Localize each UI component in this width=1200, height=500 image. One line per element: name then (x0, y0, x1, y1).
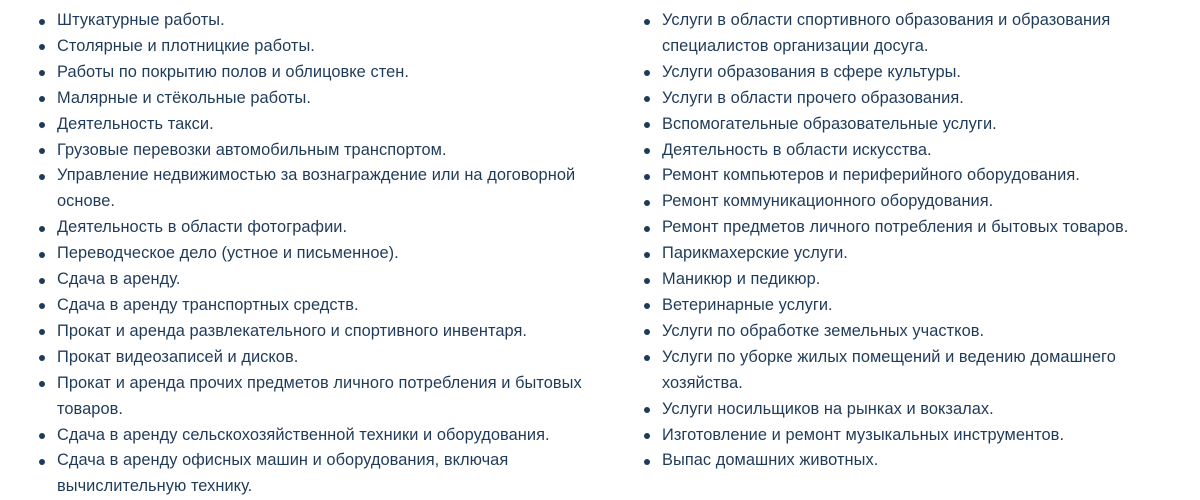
list-item (38, 371, 598, 423)
list-item (38, 448, 598, 500)
list-item-text: Ремонт коммуникационного оборудования. (662, 192, 994, 211)
list-item-text: Прокат и аренда развлекательного и спортивного инвентаря. (57, 321, 528, 340)
list-item (643, 345, 1183, 397)
list-item (643, 293, 1183, 319)
bullet-icon (39, 278, 45, 284)
list-item (643, 215, 1183, 241)
bullet-icon (644, 122, 650, 128)
list-item-text: Прокат и аренда прочих предметов личного потребления и бытовых товаров. (57, 373, 582, 418)
bullet-icon (644, 329, 650, 335)
list-item-text: Прокат видеозаписей и дисков. (57, 347, 299, 366)
list-item-text: Услуги образования в сфере культуры. (662, 62, 962, 81)
list-item (643, 138, 1183, 164)
list-item (643, 189, 1183, 215)
bullet-icon (644, 226, 650, 232)
list-item (643, 448, 1183, 474)
bullet-icon (39, 459, 45, 465)
list-item (38, 112, 598, 138)
list-item (38, 163, 598, 215)
bullet-icon (39, 122, 45, 128)
list-item-text: Вспомогательные образовательные услуги. (662, 114, 997, 133)
bullet-icon (644, 252, 650, 258)
list-item-text: Сдача в аренду. (57, 270, 181, 289)
list-item (38, 138, 598, 164)
list-item-text: Деятельность в области фотографии. (57, 218, 348, 237)
bullet-icon (644, 459, 650, 465)
bullet-icon (39, 148, 45, 154)
list-item-text: Штукатурные работы. (57, 11, 225, 29)
list-item-text: Ремонт предметов личного потребления и бытовых товаров. (662, 218, 1129, 237)
right-bullet-list (643, 8, 1183, 474)
bullet-icon (644, 200, 650, 206)
list-item-text: Сдача в аренду транспортных средств. (57, 295, 359, 314)
list-item-text: Услуги в области прочего образования. (662, 88, 964, 107)
list-item (643, 86, 1183, 112)
list-item (643, 423, 1183, 449)
list-item-text: Деятельность такси. (57, 114, 214, 133)
bullet-icon (644, 278, 650, 284)
list-item-text: Грузовые перевозки автомобильным транспортом. (57, 140, 447, 159)
list-item (38, 267, 598, 293)
list-item-text: Парикмахерские услуги. (662, 244, 848, 263)
list-item (38, 423, 598, 449)
bullet-icon (39, 381, 45, 387)
list-item-text: Услуги по обработке земельных участков. (662, 321, 985, 340)
bullet-icon (644, 355, 650, 361)
bullet-icon (39, 329, 45, 335)
left-bullet-list (38, 8, 598, 500)
list-item (643, 8, 1183, 60)
bullet-icon (39, 252, 45, 258)
list-item-text: Сдача в аренду сельскохозяйственной техники и оборудования. (57, 425, 550, 444)
bullet-icon (644, 174, 650, 180)
bullet-icon (644, 70, 650, 76)
list-item-text: Сдача в аренду офисных машин и оборудования, включая вычислительную технику. (57, 451, 509, 496)
list-item (38, 215, 598, 241)
bullet-icon (39, 433, 45, 439)
list-item-text: Выпас домашних животных. (662, 451, 879, 470)
bullet-icon (39, 174, 45, 180)
list-item (38, 86, 598, 112)
list-item (38, 8, 598, 34)
list-item (38, 319, 598, 345)
bullet-icon (644, 19, 650, 25)
list-item-text: Маникюр и педикюр. (662, 270, 821, 289)
list-item-text: Деятельность в области искусства. (662, 140, 932, 159)
list-item (643, 241, 1183, 267)
list-item (38, 293, 598, 319)
bullet-icon (39, 44, 45, 50)
list-item (38, 34, 598, 60)
list-item-text: Столярные и плотницкие работы. (57, 36, 315, 55)
list-item (643, 319, 1183, 345)
list-item (643, 60, 1183, 86)
list-item-text: Услуги по уборке жилых помещений и ведению домашнего хозяйства. (662, 347, 1116, 392)
bullet-icon (644, 407, 650, 413)
bullet-icon (644, 433, 650, 439)
list-item-text: Управление недвижимостью за вознаграждение или на договорной основе. (57, 166, 576, 211)
list-item-text: Услуги носильщиков на рынках и вокзалах. (662, 399, 994, 418)
list-item-text: Работы по покрытию полов и облицовке стен. (57, 62, 409, 81)
list-item-text: Ремонт компьютеров и периферийного оборудования. (662, 166, 1080, 185)
bullet-icon (39, 355, 45, 361)
list-item (38, 60, 598, 86)
list-item-text: Ветеринарные услуги. (662, 295, 833, 314)
list-item (38, 241, 598, 267)
bullet-icon (39, 303, 45, 309)
bullet-icon (39, 19, 45, 25)
bullet-icon (39, 96, 45, 102)
bullet-icon (644, 303, 650, 309)
bullet-icon (39, 226, 45, 232)
list-item (643, 163, 1183, 189)
list-item-text: Услуги в области спортивного образования и образования специалистов организации досуга. (662, 11, 1111, 55)
bullet-icon (644, 148, 650, 154)
list-item (643, 112, 1183, 138)
list-item (643, 267, 1183, 293)
list-item-text: Малярные и стёкольные работы. (57, 88, 311, 107)
list-item-text: Изготовление и ремонт музыкальных инструментов. (662, 425, 1065, 444)
bullet-icon (39, 70, 45, 76)
list-item (38, 345, 598, 371)
list-item (643, 397, 1183, 423)
bullet-icon (644, 96, 650, 102)
list-item-text: Переводческое дело (устное и письменное). (57, 244, 399, 263)
